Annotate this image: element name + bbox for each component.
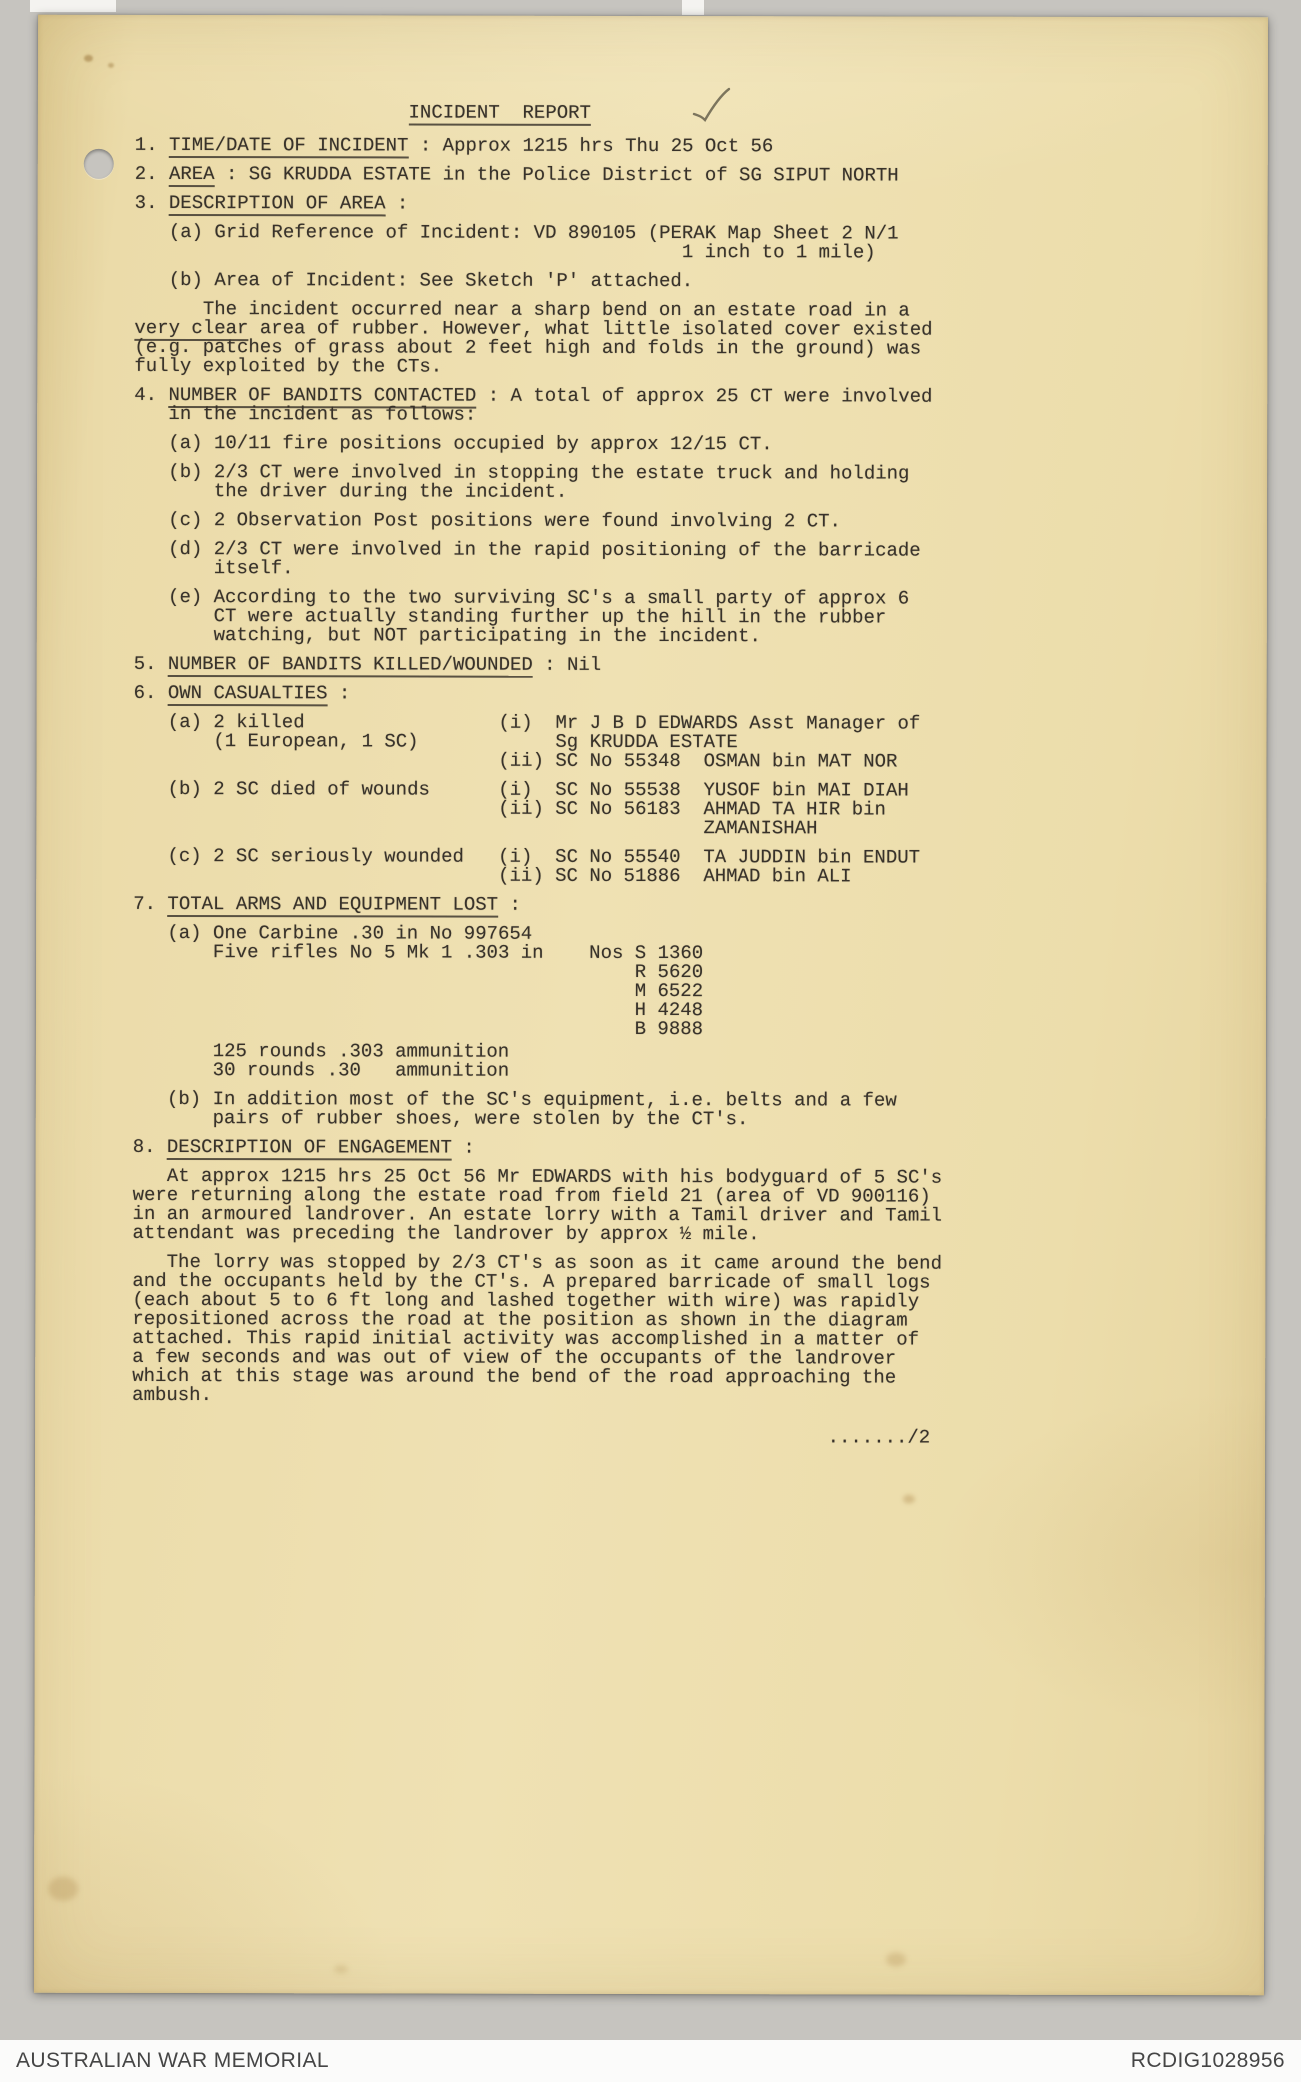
document-line: 2. AREA : SG KRUDDA ESTATE in the Police District of SG SIPUT NORTH bbox=[134, 162, 899, 187]
document-line: 5. NUMBER OF BANDITS KILLED/WOUNDED : Nil bbox=[133, 652, 602, 676]
punch-hole bbox=[84, 149, 114, 179]
document-line: which at this stage was around the bend of the road approaching the bbox=[132, 1364, 897, 1389]
document-line: pairs of rubber shoes, were stolen by the CT's. bbox=[132, 1106, 749, 1131]
document-line: (c) 2 Observation Post positions were found involving 2 CT. bbox=[133, 508, 841, 533]
document-line: attached. This rapid initial activity was accomplished in a matter of bbox=[132, 1326, 920, 1351]
document-line: CT were actually standing further up the hill in the rubber bbox=[133, 604, 887, 629]
document-line: in the incident as follows: bbox=[134, 402, 477, 426]
document-line: attendant was preceding the landrover by approx ½ mile. bbox=[132, 1221, 760, 1246]
document-line: (d) 2/3 CT were involved in the rapid positioning of the barricade bbox=[133, 537, 921, 562]
document-line: (c) 2 SC seriously wounded (i) SC No 55540 TA JUDDIN bin ENDUT bbox=[133, 844, 921, 869]
archive-footer bbox=[0, 2040, 1301, 2082]
document-line: (a) 2 killed (i) Mr J B D EDWARDS Asst Manager of bbox=[133, 710, 921, 735]
document-line: repositioned across the road at the position as shown in the diagram bbox=[132, 1307, 908, 1332]
stain bbox=[48, 1877, 78, 1901]
document-line: itself. bbox=[133, 556, 294, 580]
checkmark-icon bbox=[688, 86, 734, 130]
document-line: 1. TIME/DATE OF INCIDENT : Approx 1215 hrs Thu 25 Oct 56 bbox=[134, 133, 774, 158]
document-page bbox=[34, 15, 1268, 1996]
document-body bbox=[132, 103, 1235, 1448]
document-line: INCIDENT REPORT bbox=[408, 101, 591, 124]
scan-artifact bbox=[682, 0, 704, 15]
document-line: (1 European, 1 SC) Sg KRUDDA ESTATE bbox=[133, 729, 738, 754]
document-line: very clear area of rubber. However, what little isolated cover existed bbox=[134, 316, 933, 341]
stain bbox=[334, 1965, 348, 1973]
document-line: The incident occurred near a sharp bend on an estate road in a bbox=[134, 297, 910, 322]
document-line: H 4248 bbox=[132, 997, 704, 1022]
document-line: (b) 2/3 CT were involved in stopping the estate truck and holding bbox=[134, 460, 910, 485]
scan-artifact bbox=[30, 0, 116, 12]
document-line: ambush. bbox=[132, 1383, 213, 1407]
document-line: a few seconds and was out of view of the occupants of the landrover bbox=[132, 1345, 897, 1370]
document-line: 8. DESCRIPTION OF ENGAGEMENT : bbox=[132, 1135, 475, 1159]
archive-id-label: RCDIG1028956 bbox=[1130, 2049, 1285, 2072]
document-line: (a) Grid Reference of Incident: VD 890105 (PERAK Map Sheet 2 N/1 bbox=[134, 220, 899, 245]
document-line: (b) Area of Incident: See Sketch 'P' attached. bbox=[134, 268, 694, 293]
document-line: B 9888 bbox=[132, 1016, 704, 1041]
document-line: in an armoured landrover. An estate lorry with a Tamil driver and Tamil bbox=[132, 1202, 943, 1227]
document-line: The lorry was stopped by 2/3 CT's as soon as it came around the bend bbox=[132, 1250, 943, 1275]
document-line: R 5620 bbox=[133, 959, 704, 984]
document-line: fully exploited by the CTs. bbox=[134, 354, 443, 378]
stain bbox=[84, 55, 93, 62]
document-line: 125 rounds .303 ammunition bbox=[132, 1039, 510, 1063]
document-line: 4. NUMBER OF BANDITS CONTACTED : A total of approx 25 CT were involved bbox=[134, 383, 933, 408]
document-line: (b) 2 SC died of wounds (i) SC No 55538 YUSOF bin MAI DIAH bbox=[133, 777, 909, 802]
document-line: (a) 10/11 fire positions occupied by approx 12/15 CT. bbox=[134, 431, 773, 456]
document-line: (b) In addition most of the SC's equipment, i.e. belts and a few bbox=[132, 1087, 897, 1112]
stain bbox=[903, 1495, 915, 1504]
document-line: (ii) SC No 51886 AHMAD bin ALI bbox=[133, 863, 852, 888]
document-line: ZAMANISHAH bbox=[133, 815, 818, 840]
archive-name-label: AUSTRALIAN WAR MEMORIAL bbox=[16, 2049, 329, 2072]
document-line: 30 rounds .30 ammunition bbox=[132, 1058, 510, 1082]
document-line: were returning along the estate road from field 21 (area of VD 900116) bbox=[132, 1183, 931, 1208]
document-line: the driver during the incident. bbox=[134, 479, 568, 503]
document-line: (e) According to the two surviving SC's a small party of approx 6 bbox=[133, 585, 910, 610]
document-line: 1 inch to 1 mile) bbox=[134, 239, 876, 264]
document-line: and the occupants held by the CT's. A prepared barricade of small logs bbox=[132, 1269, 931, 1294]
document-line: (ii) SC No 56183 AHMAD TA HIR bin bbox=[133, 796, 886, 821]
document-line: M 6522 bbox=[133, 978, 704, 1003]
stain bbox=[886, 1952, 906, 1966]
document-line: (a) One Carbine .30 in No 997654 bbox=[133, 921, 533, 945]
document-line: (ii) SC No 55348 OSMAN bin MAT NOR bbox=[133, 748, 898, 773]
document-line: 3. DESCRIPTION OF AREA : bbox=[134, 191, 409, 215]
document-line: ......./2 bbox=[132, 1424, 931, 1449]
document-line: 6. OWN CASUALTIES : bbox=[133, 681, 351, 705]
document-line: (each about 5 to 6 ft long and lashed together with wire) was rapidly bbox=[132, 1288, 920, 1313]
stain bbox=[108, 63, 114, 68]
document-line: Five rifles No 5 Mk 1 .303 in Nos S 1360 bbox=[133, 940, 704, 965]
document-line: At approx 1215 hrs 25 Oct 56 Mr EDWARDS with his bodyguard of 5 SC's bbox=[132, 1164, 943, 1189]
document-line: (e.g. patches of grass about 2 feet high and folds in the ground) was bbox=[134, 335, 922, 360]
document-line: watching, but NOT participating in the incident. bbox=[133, 623, 761, 648]
document-line: 7. TOTAL ARMS AND EQUIPMENT LOST : bbox=[133, 892, 521, 916]
